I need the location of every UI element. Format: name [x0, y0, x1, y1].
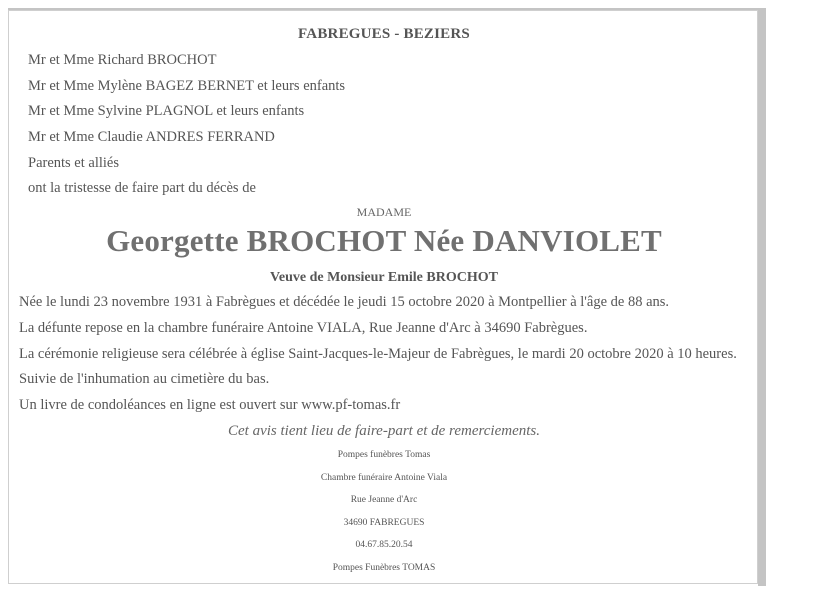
detail-paragraph: Suivie de l'inhumation au cimetière du bas. — [19, 371, 270, 387]
card-shadow-right — [758, 8, 766, 586]
deceased-name: Georgette BROCHOT Née DANVIOLET — [106, 223, 662, 258]
funeral-home-line: Rue Jeanne d'Arc — [350, 495, 418, 505]
funeral-home-line: Chambre funéraire Antoine Viala — [320, 473, 448, 483]
funeral-home-phone: 04.67.85.20.54 — [355, 540, 413, 550]
detail-paragraph: La cérémonie religieuse sera célébrée à église Saint-Jacques-le-Majeur de Fabrègues, le mardi 20 octobre 2020 à 10 heures. — [19, 346, 737, 362]
family-line: Mr et Mme Richard BROCHOT — [28, 52, 217, 68]
detail-paragraph: Un livre de condoléances en ligne est ouvert sur www.pf-tomas.fr — [19, 397, 401, 413]
location-heading: FABREGUES - BEZIERS — [298, 26, 470, 42]
honorific-title: MADAME — [356, 205, 412, 219]
family-line: Mr et Mme Mylène BAGEZ BERNET et leurs enfants — [28, 78, 346, 94]
family-line: Parents et alliés — [28, 155, 120, 171]
funeral-home-line: 34690 FABREGUES — [343, 518, 425, 528]
funeral-home-line: Pompes funèbres Tomas — [337, 450, 431, 460]
funeral-home-line: Pompes Funèbres TOMAS — [332, 563, 436, 573]
family-line: Mr et Mme Sylvine PLAGNOL et leurs enfants — [28, 103, 305, 119]
family-line: Mr et Mme Claudie ANDRES FERRAND — [28, 129, 275, 145]
notice-line: Cet avis tient lieu de faire-part et de remerciements. — [228, 423, 540, 439]
widow-of-line: Veuve de Monsieur Emile BROCHOT — [270, 270, 498, 285]
obituary-card — [8, 10, 758, 584]
detail-paragraph: Née le lundi 23 novembre 1931 à Fabrègues et décédée le jeudi 15 octobre 2020 à Montpellier à l'âge de 88 ans. — [19, 294, 670, 310]
detail-paragraph: La défunte repose en la chambre funéraire Antoine VIALA, Rue Jeanne d'Arc à 34690 Fabrègues. — [19, 320, 588, 336]
family-line: ont la tristesse de faire part du décès de — [28, 180, 256, 196]
